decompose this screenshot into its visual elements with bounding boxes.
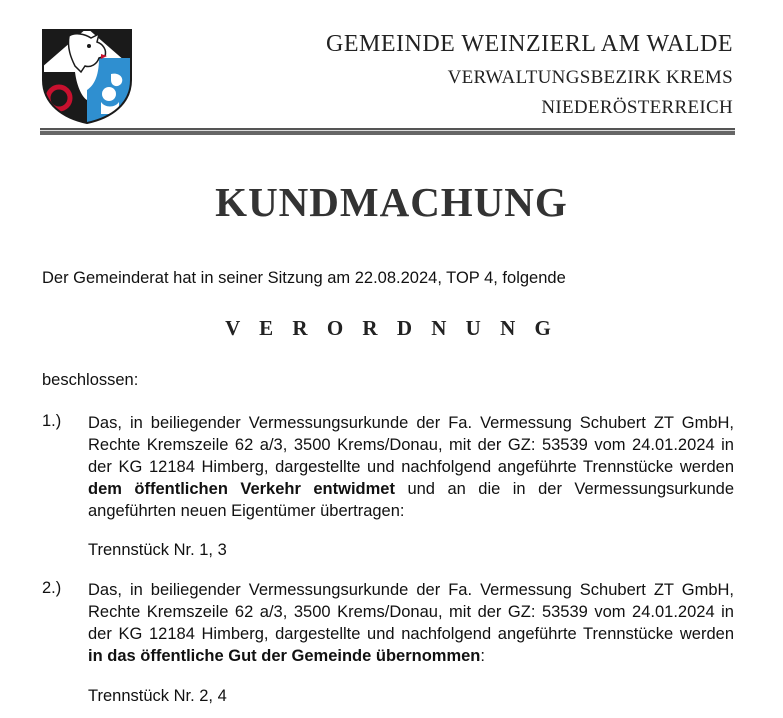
item-number: 2.)	[42, 579, 62, 597]
item-text-part: und an die in der Vermessungsurkunde angeführten neuen Eigentümer übertragen:	[88, 480, 734, 520]
municipal-coat-of-arms-icon	[41, 28, 133, 124]
parcel-list: Trennstück Nr. 2, 4	[88, 687, 227, 705]
item-text	[88, 579, 734, 667]
header-divider	[40, 128, 735, 135]
parcel-list: Trennstück Nr. 1, 3	[88, 541, 227, 559]
municipality-name: GEMEINDE WEINZIERL AM WALDE	[326, 31, 733, 57]
item-text-part: Das, in beiliegender Vermessungsurkunde der Fa. Vermessung Schubert ZT GmbH, Rechte Kremszeile 62 a/3, 3500 Krems/Donau, mit der GZ: 53539 vom 24.01.2024 in der KG 12184 Himberg, dargestellte und nachfolgend angeführte Trennstücke werden	[88, 414, 734, 476]
letterhead	[326, 30, 733, 120]
item-number: 1.)	[42, 412, 62, 430]
document-title: KUNDMACHUNG	[215, 179, 568, 225]
intro-text: Der Gemeinderat hat in seiner Sitzung am 22.08.2024, TOP 4, folgende	[42, 269, 566, 287]
item-text-part: Das, in beiliegender Vermessungsurkunde der Fa. Vermessung Schubert ZT GmbH, Rechte Kremszeile 62 a/3, 3500 Krems/Donau, mit der GZ: 53539 vom 24.01.2024 in der KG 12184 Himberg, dargestellte und nachfolgend angeführte Trennstücke werden	[88, 581, 734, 643]
item-text-emphasis: dem öffentlichen Verkehr entwidmet	[88, 480, 395, 498]
item-text-part: :	[480, 647, 485, 665]
item-text-emphasis: in das öffentliche Gut der Gemeinde übernommen	[88, 647, 481, 665]
resolved-text: beschlossen:	[42, 371, 139, 389]
district-name: VERWALTUNGSBEZIRK KREMS	[447, 67, 733, 88]
state-name: NIEDERÖSTERREICH	[541, 97, 733, 118]
ordinance-heading: V E R O R D N U N G	[225, 316, 558, 340]
item-text	[88, 412, 734, 522]
